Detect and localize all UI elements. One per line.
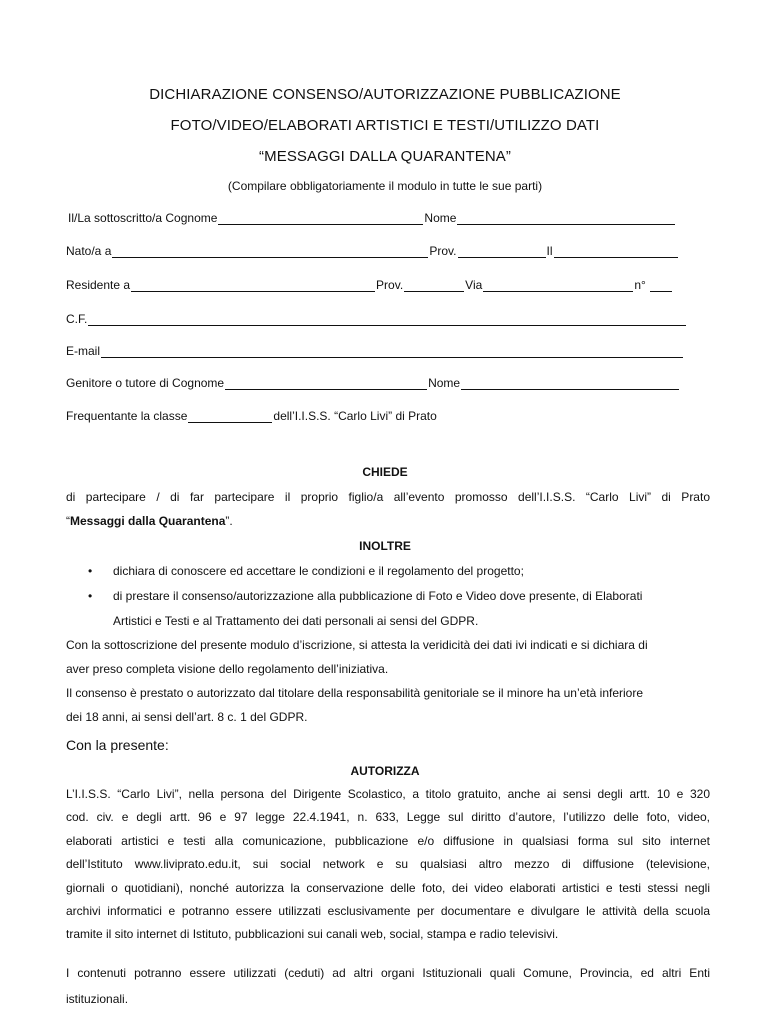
chiede-text-line-2 (66, 509, 710, 533)
sottoscrizione-line-1: Con la sottoscrizione del presente modulo d’iscrizione, si attesta la veridicità dei dati ivi indicati e si dichiara di (66, 638, 648, 652)
genitore-label: Genitore o tutore di Cognome (66, 376, 225, 390)
chiede-heading: CHIEDE (362, 465, 408, 479)
row-frequentante (66, 407, 437, 423)
bullet-text-2-line-1: di prestare il consenso/autorizzazione alla pubblicazione di Foto e Video dove presente, di Elaborati (113, 589, 643, 603)
cf-label: C.F. (66, 312, 88, 326)
row-sottoscritto (68, 209, 676, 225)
via-label: Via (465, 278, 483, 292)
prov-nascita-field[interactable] (458, 245, 546, 258)
chiede-text (66, 485, 710, 533)
numero-field[interactable] (650, 279, 672, 292)
con-la-presente: Con la presente: (66, 737, 169, 753)
paragraph-sottoscrizione (66, 633, 710, 729)
nome-label: Nome (424, 211, 457, 225)
autorizza-heading: AUTORIZZA (350, 764, 420, 778)
prov-residenza-field[interactable] (404, 279, 464, 292)
luogo-nascita-field[interactable] (112, 245, 428, 258)
via-field[interactable] (483, 279, 633, 292)
row-nato (66, 242, 679, 258)
istituto-label: dell’I.I.S.S. “Carlo Livi” di Prato (273, 409, 437, 423)
row-residente (66, 276, 673, 292)
prov-label: Prov. (429, 244, 457, 258)
residente-label: Residente a (66, 278, 131, 292)
form-title-line-2: FOTO/VIDEO/ELABORATI ARTISTICI E TESTI/UTILIZZO DATI (170, 117, 600, 134)
contenuti-line-1: I contenuti potranno essere utilizzati (ceduti) ad altri organi Istituzionali quali Comune, Provincia, ed altri Enti (66, 966, 710, 980)
inoltre-heading: INOLTRE (359, 539, 411, 553)
autorizza-paragraph (66, 783, 710, 947)
bullet-text-2 (113, 584, 713, 634)
autorizza-line-3: elaborati artistici e testi alla comunicazione, pubblicazione e/o diffusione in qualsiasi forma sul sito internet (66, 833, 710, 848)
nome-field[interactable] (457, 212, 675, 225)
nome2-label: Nome (428, 376, 461, 390)
prov2-label: Prov. (376, 278, 404, 292)
sottoscritto-label: Il/La sottoscritto/a Cognome (68, 211, 218, 225)
quote-close: ”. (225, 514, 233, 528)
autorizza-line-6: archivi informatici e potranno essere utilizzati esclusivamente per documentare e divulgare le attività della scuola (66, 904, 710, 919)
consenso-line-2: dei 18 anni, ai sensi dell’art. 8 c. 1 del GDPR. (66, 710, 308, 724)
form-title-line-1: DICHIARAZIONE CONSENSO/AUTORIZZAZIONE PUBBLICAZIONE (149, 86, 621, 103)
cognome-field[interactable] (218, 212, 423, 225)
bullet-icon: • (88, 589, 93, 603)
email-field[interactable] (101, 345, 683, 358)
row-email (66, 342, 684, 358)
frequentante-label: Frequentante la classe (66, 409, 188, 423)
event-name: Messaggi dalla Quarantena (70, 514, 226, 528)
genitore-nome-field[interactable] (461, 377, 679, 390)
autorizza-line-7: tramite il sito internet di Istituto, pubblicazioni sui canali web, social, stampa e radio televisivi. (66, 927, 559, 942)
contenuti-paragraph (66, 960, 710, 1012)
nato-label: Nato/a a (66, 244, 112, 258)
contenuti-line-2: istituzionali. (66, 992, 129, 1006)
cf-field[interactable] (88, 313, 686, 326)
il-label: Il (546, 244, 553, 258)
consenso-line-1: Il consenso è prestato o autorizzato dal titolare della responsabilità genitoriale se il minore ha un’età inferiore (66, 686, 644, 700)
bullet-text-1: dichiara di conoscere ed accettare le condizioni e il regolamento del progetto; (113, 564, 524, 578)
data-nascita-field[interactable] (554, 245, 678, 258)
form-instruction: (Compilare obbligatoriamente il modulo in tutte le sue parti) (227, 179, 543, 193)
residenza-field[interactable] (131, 279, 375, 292)
autorizza-line-2: cod. civ. e degli artt. 96 e 97 legge 22.4.1941, n. 633, Legge sul diritto d’autore, l’utilizzo delle foto, video, (66, 810, 710, 825)
sottoscrizione-line-2: aver preso completa visione dello regolamento dell’iniziativa. (66, 662, 389, 676)
chiede-text-line-1: di partecipare / di far partecipare il proprio figlio/a all’evento promosso dell’I.I.S.S. “Carlo Livi” di Prato (66, 490, 710, 504)
quote-open: “ (66, 514, 70, 528)
classe-field[interactable] (188, 410, 272, 423)
row-genitore (66, 374, 680, 390)
genitore-cognome-field[interactable] (225, 377, 427, 390)
form-title-line-3: “MESSAGGI DALLA QUARANTENA” (259, 148, 511, 165)
autorizza-line-1: L’I.I.S.S. “Carlo Livi”, nella persona del Dirigente Scolastico, a titolo gratuito, anche ai sensi degli artt. 10 e 320 (66, 787, 710, 801)
autorizza-line-4: dell’Istituto www.liviprato.edu.it, sui social network e su qualsiasi altro mezzo di diffusione (televisione, (66, 857, 710, 872)
autorizza-line-5: giornali o quotidiani), nonché autorizza la conservazione delle foto, dei video elaborati artistici e testi stessi negli (66, 880, 710, 895)
row-cf (66, 310, 687, 326)
bullet-text-2-line-2: Artistici e Testi e al Trattamento dei dati personali ai sensi del GDPR. (113, 614, 479, 628)
email-label: E-mail (66, 344, 101, 358)
numero-label: n° (634, 278, 646, 292)
bullet-icon: • (88, 564, 93, 578)
